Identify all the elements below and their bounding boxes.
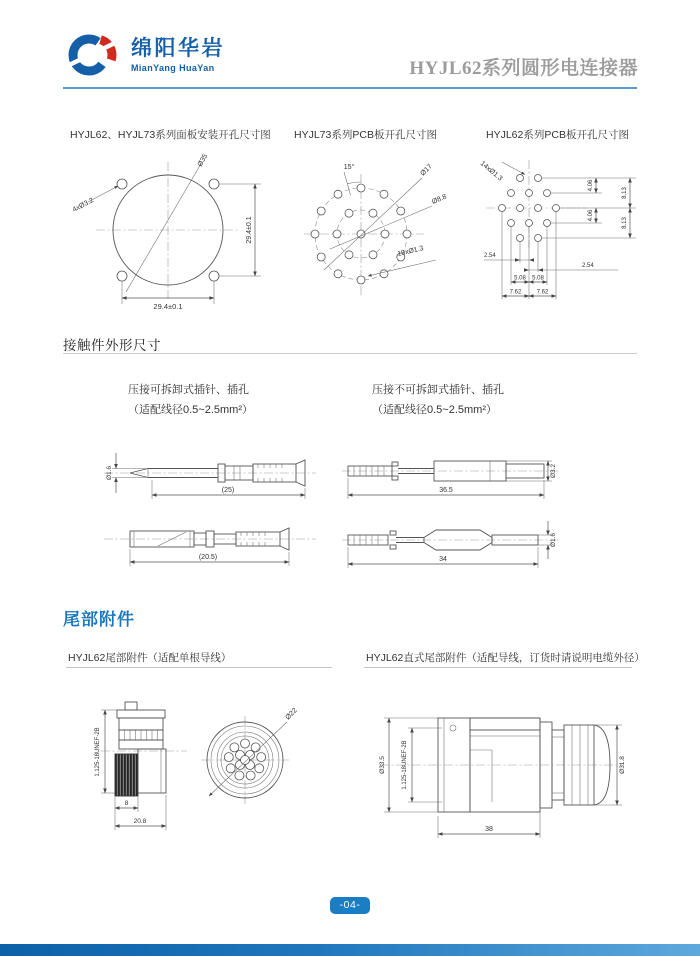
- contact-type-fixed-title: 压接不可拆卸式插针、插孔: [372, 384, 504, 396]
- dim-label-tail-front-dia: Ø22: [284, 707, 299, 722]
- logo-emblem-icon: [62, 31, 122, 79]
- caption-tail-single-wire: HYJL62尾部附件（适配单根导线）: [68, 652, 232, 664]
- dim-label-pin-fixed-dia: Ø3.2: [550, 463, 557, 479]
- section-heading-tail: 尾部附件: [63, 610, 135, 629]
- dim-label-straight-body-dia: Ø33.5: [379, 756, 386, 774]
- logo-company-name-cn: 绵阳华岩: [131, 37, 225, 60]
- pcb73-cutout-drawing: [286, 152, 451, 300]
- dim-label-pcb62-holes: 14xØ1.3: [478, 160, 504, 183]
- caption-pcb73-cutout: HYJL73系列PCB板开孔尺寸图: [294, 129, 437, 141]
- dim-label-813-bot: 8.13: [622, 217, 628, 229]
- dim-label-pin-removable-dia: Ø1.6: [106, 465, 113, 481]
- pcb62-cutout-geometry: [484, 160, 636, 299]
- dim-label-straight-thread: 1.125-18UNEF-2B: [402, 740, 408, 790]
- dim-label-508-right: 5.08: [532, 275, 544, 282]
- dim-label-straight-gland-dia: Ø31.8: [619, 756, 626, 774]
- dim-label-panel-vertical: 29.4±0.1: [246, 216, 253, 244]
- dim-label-406-top: 4.06: [588, 179, 594, 192]
- dim-label-254-left: 2.54: [484, 253, 496, 259]
- panel-cutout-drawing: [68, 146, 283, 314]
- page-number-badge: -04-: [330, 897, 370, 914]
- dim-label-pin-removable-length: (25): [221, 487, 235, 494]
- tail-single-wire-drawing: [85, 688, 315, 848]
- fixed-pin-drawing: [340, 447, 560, 505]
- dim-label-tail-left-thread: 1.125-18UNEF-2B: [95, 727, 101, 777]
- fixed-socket-geometry: [342, 521, 558, 568]
- dim-label-socket-fixed-length: 34: [439, 556, 447, 563]
- contact-type-fixed: [372, 380, 504, 420]
- page-title: HYJL62系列圆形电连接器: [409, 58, 638, 79]
- pcb73-cutout-geometry: [304, 172, 436, 297]
- dim-label-straight-length: 38: [485, 826, 493, 833]
- tail-straight-drawing: [372, 690, 627, 845]
- caption-pcb62-cutout: HYJL62系列PCB板开孔尺寸图: [486, 129, 629, 141]
- dim-label-tail-length-left: 20.8: [133, 818, 147, 825]
- caption-panel-cutout: HYJL62、HYJL73系列面板安装开孔尺寸图: [70, 129, 271, 141]
- dim-label-pin-fixed-length: 36.5: [439, 487, 453, 494]
- caption-underline-left: [66, 667, 332, 668]
- dim-label-pcb73-holes: 19xØ1.3: [396, 245, 425, 258]
- dim-label-pcb73-outer: Ø17: [419, 163, 434, 178]
- tail-single-wire-side-view: [101, 702, 187, 830]
- dim-label-tail-knurl: 8: [124, 800, 129, 807]
- dim-label-pcb73-angle: 15°: [343, 164, 355, 171]
- company-logo: [62, 31, 225, 79]
- dim-label-socket-fixed-dia: Ø1.6: [550, 532, 557, 548]
- contacts-divider: [63, 353, 637, 354]
- panel-cutout-geometry: [88, 162, 261, 304]
- caption-underline-right: [364, 667, 632, 668]
- tail-single-wire-front-view: [201, 716, 289, 804]
- removable-pin-geometry: [104, 453, 316, 499]
- removable-pin-drawing: [100, 447, 320, 505]
- dim-label-813-top: 8.13: [622, 187, 628, 199]
- tail-straight-geometry: [380, 718, 622, 838]
- dim-label-762-left: 7.62: [509, 289, 522, 296]
- contact-type-fixed-sub: （适配线径0.5~2.5mm²）: [372, 404, 497, 416]
- pcb62-cutout-drawing: [478, 148, 663, 318]
- dim-label-406-bot: 4.06: [588, 209, 594, 222]
- footer-bar: [0, 944, 700, 956]
- dim-label-pcb73-inner: Ø8.8: [431, 193, 448, 206]
- contact-type-removable-sub: （适配线径0.5~2.5mm²）: [128, 404, 253, 416]
- dim-label-panel-holes: 4xØ3.2: [71, 196, 95, 214]
- fixed-socket-drawing: [340, 516, 560, 574]
- logo-company-name-en: MianYang HuaYan: [131, 63, 215, 73]
- dim-label-254-right: 2.54: [582, 263, 594, 269]
- dim-label-508-left: 5.08: [514, 275, 526, 282]
- dim-label-panel-horizontal: 29.4±0.1: [153, 302, 183, 311]
- dim-label-762-right: 7.62: [536, 289, 549, 296]
- header-divider: [63, 87, 637, 89]
- contact-type-removable-title: 压接可拆卸式插针、插孔: [128, 384, 249, 396]
- caption-tail-straight: HYJL62直式尾部附件（适配导线，订货时请说明电缆外径）: [366, 652, 645, 664]
- dim-label-panel-dia: Ø35: [196, 153, 210, 168]
- section-heading-contacts: 接触件外形尺寸: [63, 338, 161, 353]
- dim-label-socket-removable-length: (20.5): [198, 554, 218, 561]
- contact-type-removable: [128, 380, 253, 420]
- removable-socket-drawing: [100, 518, 320, 570]
